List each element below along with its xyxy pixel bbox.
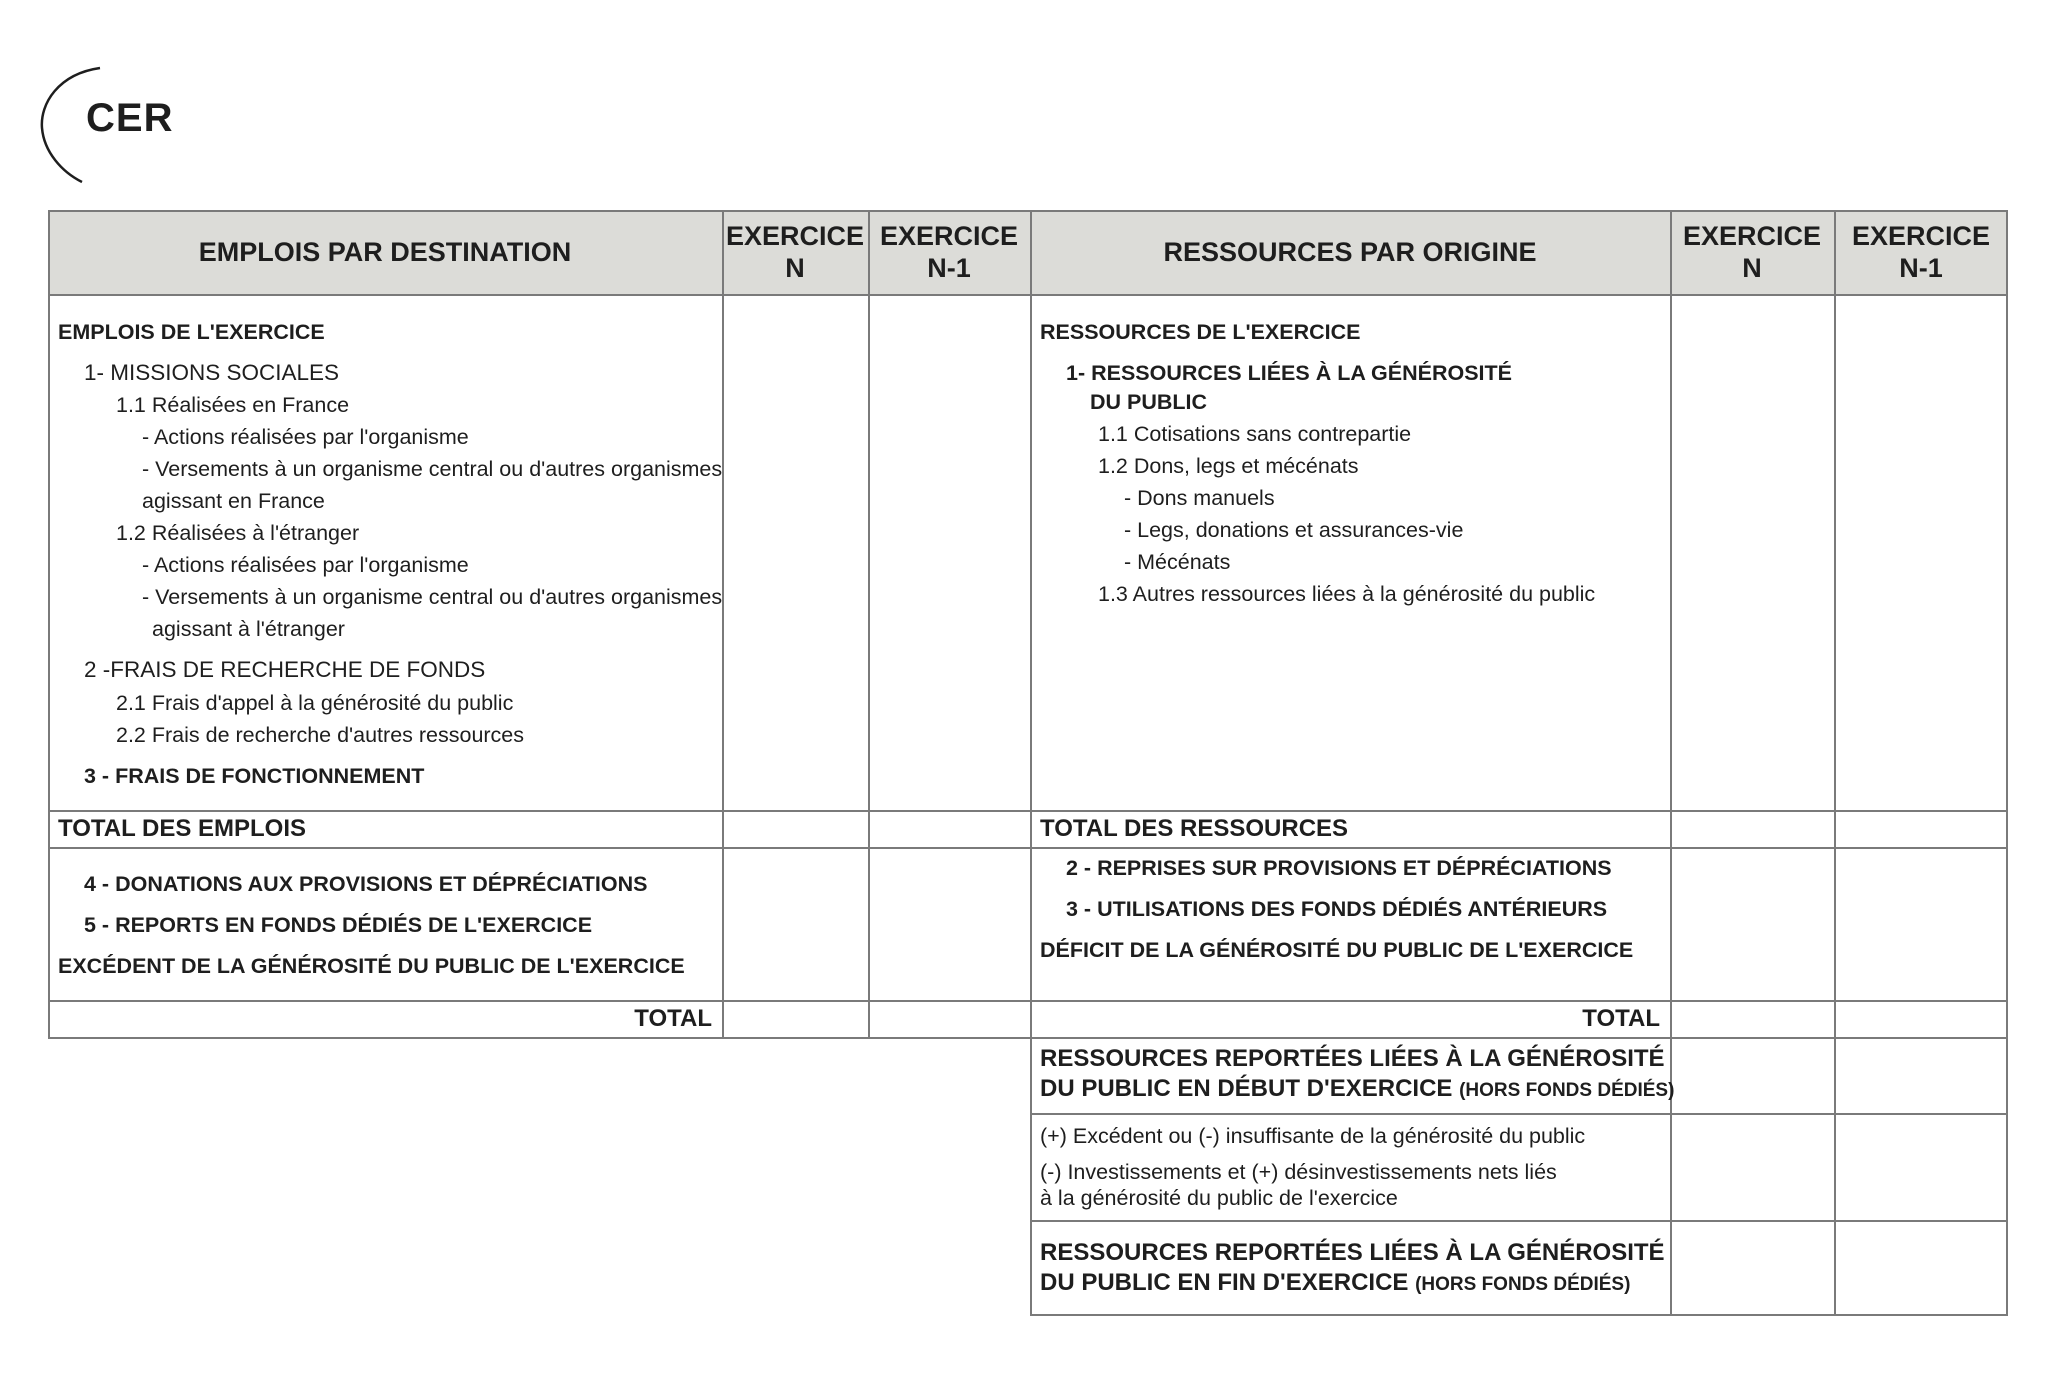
header-emplois: EMPLOIS PAR DESTINATION xyxy=(48,210,722,294)
grid-line xyxy=(2006,210,2008,1316)
header-emplois-n1: EXERCICE N-1 xyxy=(868,210,1030,294)
grid-line xyxy=(1030,1113,2008,1115)
header-emplois-n: EXERCICE N xyxy=(722,210,868,294)
grid-line xyxy=(48,294,2008,296)
header-ressources: RESSOURCES PAR ORIGINE xyxy=(1030,210,1670,294)
frais-autres: 2.2 Frais de recherche d'autres ressources xyxy=(116,723,525,747)
et-versements: - Versements à un organisme central ou d'autres organismes xyxy=(142,585,723,609)
frais-recherche-fonds: 2 -FRAIS DE RECHERCHE DE FONDS xyxy=(84,657,486,682)
missions-sociales: 1- MISSIONS SOCIALES xyxy=(84,360,340,385)
header-ressources-n: EXERCICE N xyxy=(1670,210,1834,294)
grid-line xyxy=(1030,1314,2008,1316)
grid-line xyxy=(1030,210,1032,1316)
hors-fonds-label: (HORS FONDS DÉDIÉS) xyxy=(1459,1080,1675,1101)
grid-line xyxy=(48,1000,2008,1002)
emplois-section-title: EMPLOIS DE L'EXERCICE xyxy=(58,320,325,344)
grid-line xyxy=(48,847,2008,849)
ressources-generosite: 1- RESSOURCES LIÉES À LA GÉNÉROSITÉ xyxy=(1066,361,1512,385)
autres-ressources: 1.3 Autres ressources liées à la générosité du public xyxy=(1098,582,1596,606)
ressources-debut: RESSOURCES REPORTÉES LIÉES À LA GÉNÉROSITÉ xyxy=(1040,1045,1665,1072)
fr-versements-cont: agissant en France xyxy=(142,489,325,513)
cer-table xyxy=(48,210,2008,1320)
fr-versements: - Versements à un organisme central ou d'autres organismes xyxy=(142,457,723,481)
cotisations: 1.1 Cotisations sans contrepartie xyxy=(1098,422,1412,446)
reprises-provisions: 2 - REPRISES SUR PROVISIONS ET DÉPRÉCIATIONS xyxy=(1066,856,1612,880)
ressources-section-title: RESSOURCES DE L'EXERCICE xyxy=(1040,320,1361,344)
ressources-grand-total: TOTAL xyxy=(1582,1005,1660,1032)
excedent-insuffisance: (+) Excédent ou (-) insuffisante de la générosité du public xyxy=(1040,1124,1586,1148)
hors-fonds-label: (HORS FONDS DÉDIÉS) xyxy=(1415,1274,1631,1295)
ressources-fin-cont: DU PUBLIC EN FIN D'EXERCICE (HORS FONDS DÉDIÉS) xyxy=(1040,1269,1631,1296)
et-actions: - Actions réalisées par l'organisme xyxy=(142,553,469,577)
investissements: (-) Investissements et (+) désinvestissements nets liés xyxy=(1040,1160,1557,1184)
deficit-generosite: DÉFICIT DE LA GÉNÉROSITÉ DU PUBLIC DE L'EXERCICE xyxy=(1040,938,1634,962)
frais-fonctionnement: 3 - FRAIS DE FONCTIONNEMENT xyxy=(84,764,425,788)
frais-appel: 2.1 Frais d'appel à la générosité du public xyxy=(116,691,514,715)
excedent-generosite: EXCÉDENT DE LA GÉNÉROSITÉ DU PUBLIC DE L'EXERCICE xyxy=(58,954,685,978)
et-versements-cont: agissant à l'étranger xyxy=(152,617,345,641)
legs-donations: - Legs, donations et assurances-vie xyxy=(1124,518,1464,542)
total-emplois: TOTAL DES EMPLOIS xyxy=(58,815,307,842)
investissements-cont: à la générosité du public de l'exercice xyxy=(1040,1186,1398,1210)
grid-line xyxy=(1670,210,1672,1316)
grid-line xyxy=(48,210,50,1039)
header-ressources-n1: EXERCICE N-1 xyxy=(1834,210,2008,294)
dons-manuels: - Dons manuels xyxy=(1124,486,1275,510)
grid-line xyxy=(48,210,2008,212)
grid-line xyxy=(48,1037,2008,1039)
logo: CER xyxy=(86,96,174,140)
emplois-grand-total: TOTAL xyxy=(634,1005,712,1032)
grid-line xyxy=(722,210,724,1039)
grid-line xyxy=(1834,210,1836,1316)
realisees-france: 1.1 Réalisées en France xyxy=(116,393,350,417)
realisees-etranger: 1.2 Réalisées à l'étranger xyxy=(116,521,360,545)
grid-line xyxy=(868,210,870,1039)
ressources-debut-cont: DU PUBLIC EN DÉBUT D'EXERCICE (HORS FONDS DÉDIÉS) xyxy=(1040,1075,1675,1102)
total-ressources: TOTAL DES RESSOURCES xyxy=(1040,815,1349,842)
grid-line xyxy=(48,810,2008,812)
utilisations-fonds: 3 - UTILISATIONS DES FONDS DÉDIÉS ANTÉRIEURS xyxy=(1066,897,1608,921)
grid-line xyxy=(1030,1220,2008,1222)
fr-actions: - Actions réalisées par l'organisme xyxy=(142,425,469,449)
ressources-generosite-cont: DU PUBLIC xyxy=(1090,390,1208,414)
ressources-fin: RESSOURCES REPORTÉES LIÉES À LA GÉNÉROSITÉ xyxy=(1040,1239,1665,1266)
reports-fonds-dedies: 5 - REPORTS EN FONDS DÉDIÉS DE L'EXERCICE xyxy=(84,913,593,937)
dons-legs: 1.2 Dons, legs et mécénats xyxy=(1098,454,1359,478)
donations-provisions: 4 - DONATIONS AUX PROVISIONS ET DÉPRÉCIATIONS xyxy=(84,872,648,896)
mecenats: - Mécénats xyxy=(1124,550,1231,574)
